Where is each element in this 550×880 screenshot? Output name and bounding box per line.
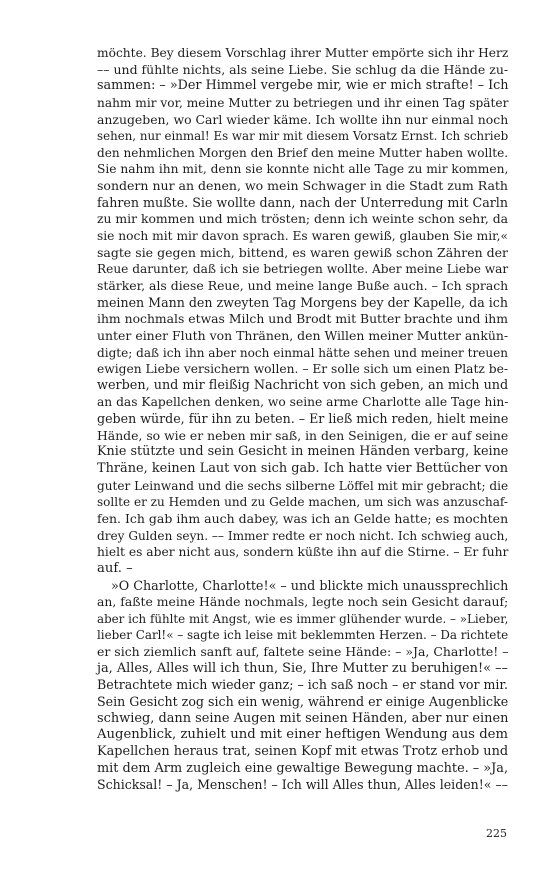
text-line: lieber Carl!« – sagte ich leise mit beklemmten Herzen. – Da richtete <box>97 628 509 643</box>
text-line: Hände, so wie er neben mir saß, in den Seinigen, die er auf seine <box>97 427 509 443</box>
text-line: werben, und mir fleißig Nachricht von sich geben, an mich und <box>97 377 509 393</box>
text-line: digte; daß ich ihn aber noch einmal hätte sehen und meiner treuen <box>97 345 508 360</box>
text-line: anzugeben, wo Carl wieder käme. Ich wollte ihn nur einmal noch <box>97 111 509 127</box>
text-line: auf. – <box>97 560 133 576</box>
text-line: an das Kapellchen denken, wo seine arme Charlotte alle Tage hin- <box>97 395 509 410</box>
text-line: sondern nur an denen, wo mein Schwager in die Stadt zum Rath <box>97 178 508 194</box>
paragraph <box>97 578 508 794</box>
text-line: stärker, als diese Reue, und meine lange Buße auch. – Ich sprach <box>97 277 509 293</box>
text-line: fen. Ich gab ihm auch dabey, was ich an Gelde hatte; es mochten <box>97 510 509 526</box>
paragraph <box>97 45 508 578</box>
body-text <box>97 45 508 794</box>
text-line: den nehmlichen Morgen den Brief den meine Mutter haben wollte. <box>97 145 509 160</box>
text-line: geben würde, für ihn zu beten. – Er ließ mich reden, hielt meine <box>97 411 509 427</box>
text-line: »O Charlotte, Charlotte!« – und blickte mich unaussprechlich <box>111 577 509 593</box>
text-line: Augenblick, zuhielt und mit einer heftigen Wendung aus dem <box>97 727 508 743</box>
text-line: Thräne, keinen Laut von sich gab. Ich hatte vier Bettücher von <box>97 461 508 477</box>
text-line: sollte er zu Hemden und zu Gelde machen, um sich was anzuschaf- <box>97 495 508 510</box>
text-line: meinen Mann den zweyten Tag Morgens bey der Kapelle, da ich <box>97 294 508 310</box>
text-line: zu mir kommen und mich trösten; denn ich weinte schon sehr, da <box>97 211 508 227</box>
text-line: Knie stützte und sein Gesicht in meinen Händen verbarg, keine <box>97 444 509 460</box>
text-line: unter einer Fluth von Thränen, den Willen meiner Mutter ankün- <box>97 327 509 343</box>
text-line: er sich ziemlich sanft auf, faltete seine Hände: – »Ja, Charlotte! – <box>97 644 509 660</box>
text-line: möchte. Bey diesem Vorschlag ihrer Mutter empörte sich ihr Herz <box>97 46 509 60</box>
text-line: sie noch mit mir davon sprach. Es waren gewiß, glauben Sie mir,« <box>97 229 508 244</box>
text-line: nahm mir vor, meine Mutter zu betriegen und ihr einen Tag später <box>97 95 509 110</box>
text-line: aber ich fühlte mit Angst, wie es immer glühender wurde. – »Lieber, <box>97 611 509 626</box>
text-line: sagte sie gegen mich, bittend, es waren gewiß schon Zähren der <box>97 244 508 260</box>
text-line: Sie nahm ihn mit, denn sie konnte nicht alle Tage zu mir kommen, <box>97 162 509 177</box>
text-line: guter Leinwand und die sechs silberne Löffel mit mir gebracht; die <box>97 478 509 493</box>
text-line: drey Gulden seyn. –– Immer redte er noch nicht. Ich schwieg auch, <box>97 528 509 543</box>
text-line: mit dem Arm zugleich eine gewaltige Bewegung machte. – »Ja, <box>97 760 509 776</box>
text-line: an, faßte meine Hände nochmals, legte noch sein Gesicht darauf; <box>97 594 509 610</box>
text-line: Betrachtete mich wieder ganz; – ich saß noch – er stand vor mir. <box>97 677 509 693</box>
text-line: ewigen Liebe versichern wollen. – Er solle sich um einen Platz be- <box>97 362 508 377</box>
text-line: Sein Gesicht zog sich ein wenig, während er einige Augenblicke <box>97 693 509 709</box>
text-line: Schicksal! – Ja, Menschen! – Ich will Alles thun, Alles leiden!« –– <box>97 777 508 793</box>
text-line: sehen, nur einmal! Es war mir mit diesem Vorsatz Ernst. Ich schrieb <box>97 129 509 144</box>
text-line: Kapellchen heraus trat, seinen Kopf mit etwas Trotz erhob und <box>97 743 509 759</box>
text-line: –– und fühlte nichts, als seine Liebe. Sie schlug da die Hände zu- <box>97 61 509 77</box>
text-line: hielt es aber nicht aus, sondern küßte ihn auf die Stirne. – Er fuhr <box>97 545 509 560</box>
text-line: ja, Alles, Alles will ich thun, Sie, Ihre Mutter zu beruhigen!« –– <box>97 660 508 676</box>
text-line: ihm nochmals etwas Milch und Brodt mit Butter brachte und ihm <box>97 311 508 327</box>
page-number: 225 <box>486 827 507 840</box>
text-line: sammen: – »Der Himmel vergebe mir, wie er mich strafte! – Ich <box>97 78 509 94</box>
text-line: Reue darunter, daß ich sie betriegen wollte. Aber meine Liebe war <box>97 262 509 277</box>
text-line: schwieg, dann seine Augen mit seinen Händen, aber nur einen <box>97 710 509 726</box>
text-line: fahren mußte. Sie wollte dann, nach der Unterredung mit Carln <box>97 194 508 210</box>
